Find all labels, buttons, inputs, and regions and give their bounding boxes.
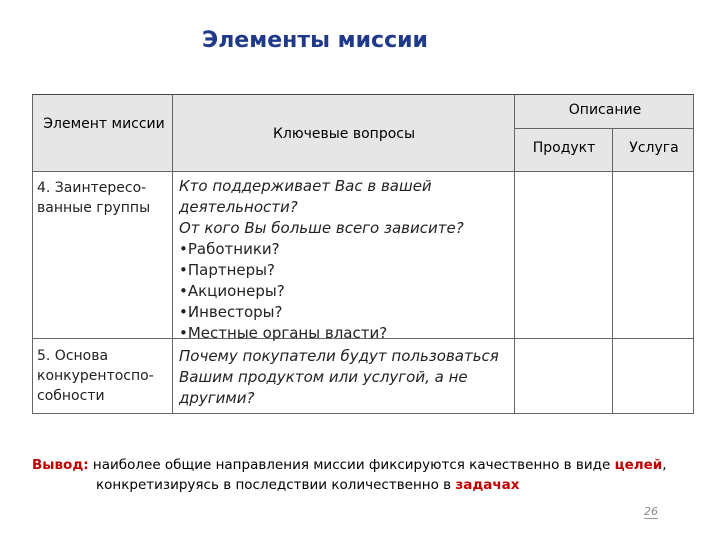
question: От кого Вы больше всего зависите? [179, 219, 464, 237]
conclusion-text-2: конкретизируясь в последствии количественно в [96, 477, 452, 493]
page-number: 26 [644, 505, 658, 518]
question: Кто поддерживает Вас в вашей деятельности? [179, 177, 432, 216]
row-1-questions [179, 176, 509, 344]
conclusion [32, 455, 702, 495]
header-service: Услуга [629, 140, 679, 156]
conclusion-line-2 [32, 475, 702, 495]
row-1-element: 4. Заинтересо-ванные группы [37, 180, 151, 216]
conclusion-text-1: наиболее общие направления миссии фиксируются качественно в виде [92, 457, 611, 473]
conclusion-comma: , [662, 457, 667, 473]
list-item: •Партнеры? [179, 261, 275, 279]
list-item: •Работники? [179, 240, 280, 258]
row-2-questions [179, 346, 509, 409]
header-questions: Ключевые вопросы [272, 126, 416, 142]
list-item: •Местные органы власти? [179, 324, 388, 342]
question: Почему покупатели будут пользоваться Вашим продуктом или услугой, а не другими? [179, 347, 499, 407]
conclusion-word-goals: целей [614, 457, 663, 473]
slide-title: Элементы миссии [202, 28, 428, 53]
list-item: •Инвесторы? [179, 303, 283, 321]
header-product: Продукт [532, 140, 596, 156]
list-item: •Акционеры? [179, 282, 285, 300]
conclusion-label: Вывод: [32, 457, 89, 473]
header-element: Элемент миссии [43, 116, 165, 132]
mission-elements-table [32, 94, 694, 414]
header-description: Описание [568, 102, 642, 118]
row-2-element: 5. Основа конкурентоспо-собности [37, 348, 154, 404]
conclusion-word-tasks: задачах [455, 477, 520, 493]
